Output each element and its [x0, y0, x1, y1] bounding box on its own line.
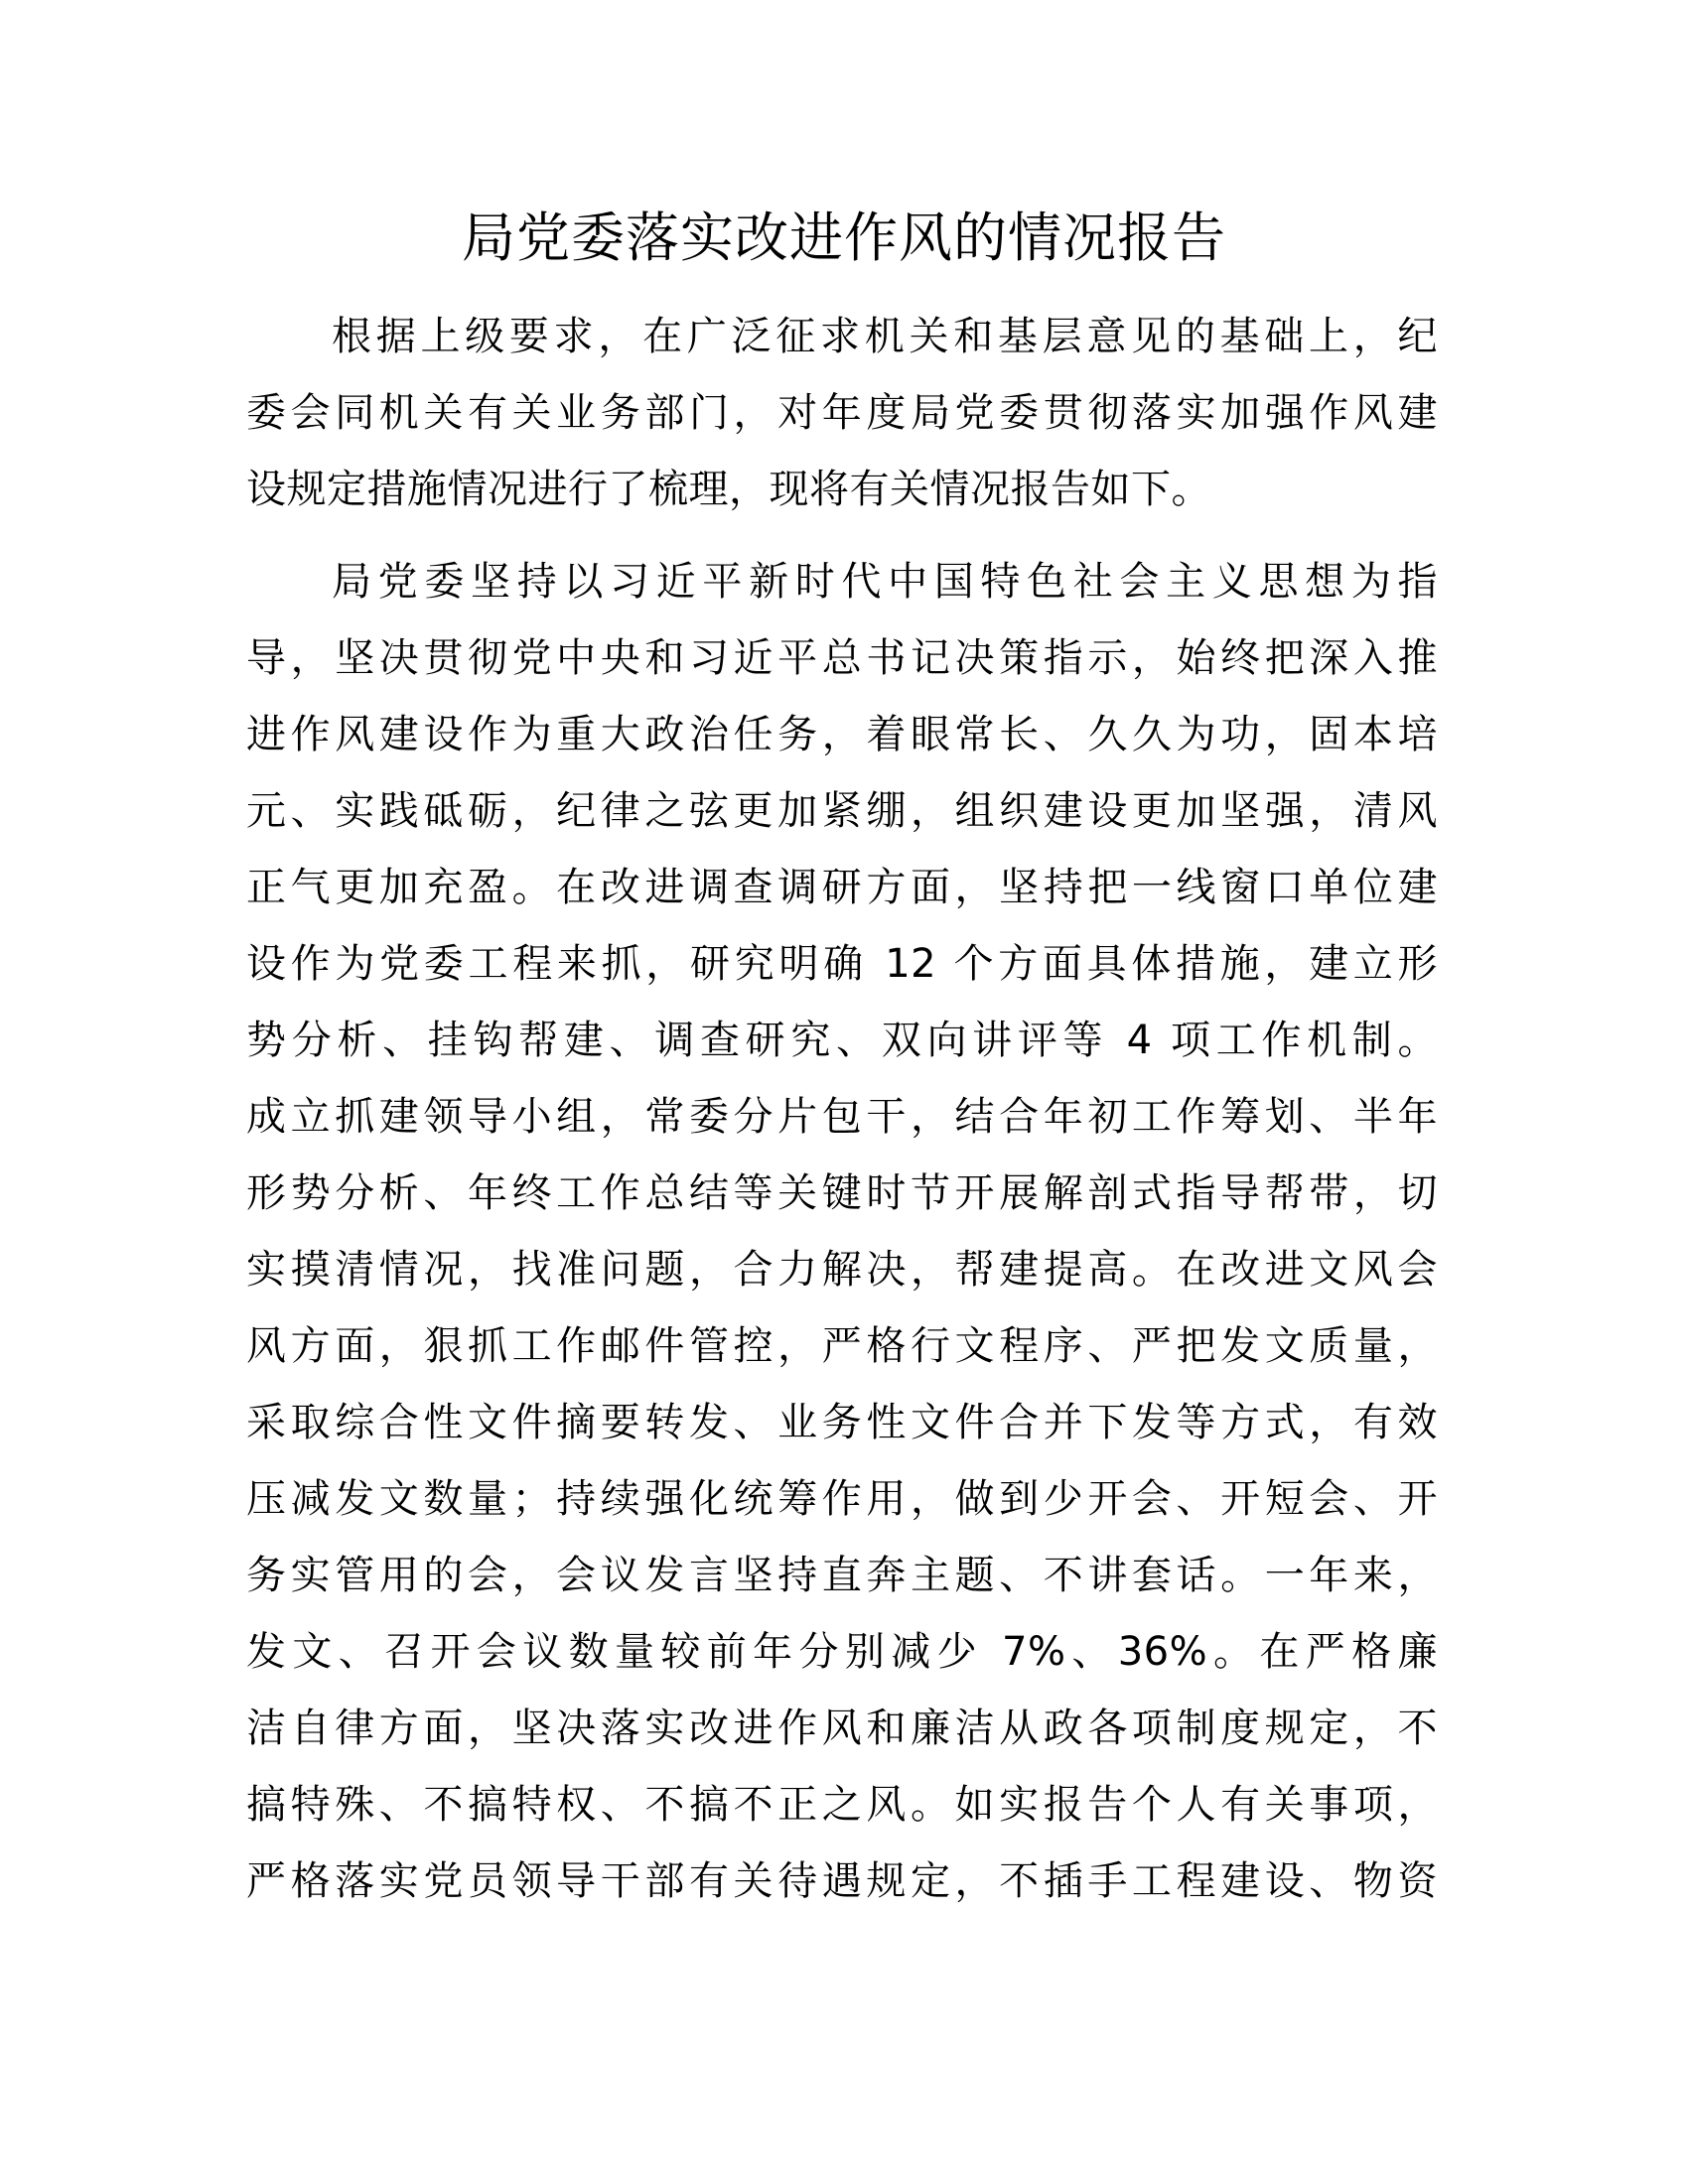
paragraph-2-line-4: 元、实践砥砺，纪律之弦更加紧绷，组织建设更加坚强，清风: [246, 788, 1438, 834]
paragraph-2-line-14: 务实管用的会，会议发言坚持直奔主题、不讲套话。一年来，: [246, 1553, 1438, 1598]
paragraph-2: [246, 544, 1438, 1920]
paragraph-2-line-12: 采取综合性文件摘要转发、业务性文件合并下发等方式，有效: [246, 1400, 1438, 1445]
paragraph-2-line-10: 实摸清情况，找准问题，合力解决，帮建提高。在改进文风会: [246, 1247, 1438, 1293]
paragraph-2-line-2: 导，坚决贯彻党中央和习近平总书记决策指示，始终把深入推: [246, 635, 1438, 681]
paragraph-2-line-15: 发文、召开会议数量较前年分别减少 7%、36%。在严格廉: [246, 1629, 1438, 1675]
paragraph-1: [246, 299, 1438, 528]
paragraph-2-line-17: 搞特殊、不搞特权、不搞不正之风。如实报告个人有关事项，: [246, 1782, 1438, 1828]
paragraph-2-line-18: 严格落实党员领导干部有关待遇规定，不插手工程建设、物资: [246, 1858, 1438, 1904]
paragraph-1-line-2: 委会同机关有关业务部门，对年度局党委贯彻落实加强作风建: [246, 390, 1438, 436]
document-title: 局党委落实改进作风的情况报告: [462, 206, 1226, 269]
paragraph-1-line-3: 设规定措施情况进行了梳理，现将有关情况报告如下。: [246, 467, 1211, 512]
paragraph-2-line-6: 设作为党委工程来抓，研究明确 12 个方面具体措施，建立形: [246, 941, 1438, 987]
paragraph-2-line-16: 洁自律方面，坚决落实改进作风和廉洁从政各项制度规定，不: [246, 1706, 1438, 1751]
paragraph-2-line-8: 成立抓建领导小组，常委分片包干，结合年初工作筹划、半年: [246, 1094, 1438, 1140]
paragraph-2-line-11: 风方面，狠抓工作邮件管控，严格行文程序、严把发文质量，: [246, 1323, 1438, 1369]
paragraph-1-line-1: 根据上级要求，在广泛征求机关和基层意见的基础上，纪: [332, 314, 1438, 359]
paragraph-2-line-1: 局党委坚持以习近平新时代中国特色社会主义思想为指: [332, 559, 1438, 605]
paragraph-2-line-5: 正气更加充盈。在改进调查调研方面，坚持把一线窗口单位建: [246, 865, 1438, 910]
paragraph-2-line-7: 势分析、挂钩帮建、调查研究、双向讲评等 4 项工作机制。: [246, 1018, 1438, 1063]
paragraph-2-line-3: 进作风建设作为重大政治任务，着眼常长、久久为功，固本培: [246, 712, 1438, 757]
paragraph-2-line-9: 形势分析、年终工作总结等关键时节开展解剖式指导帮带，切: [246, 1170, 1438, 1216]
paragraph-2-line-13: 压减发文数量；持续强化统筹作用，做到少开会、开短会、开: [246, 1476, 1438, 1522]
